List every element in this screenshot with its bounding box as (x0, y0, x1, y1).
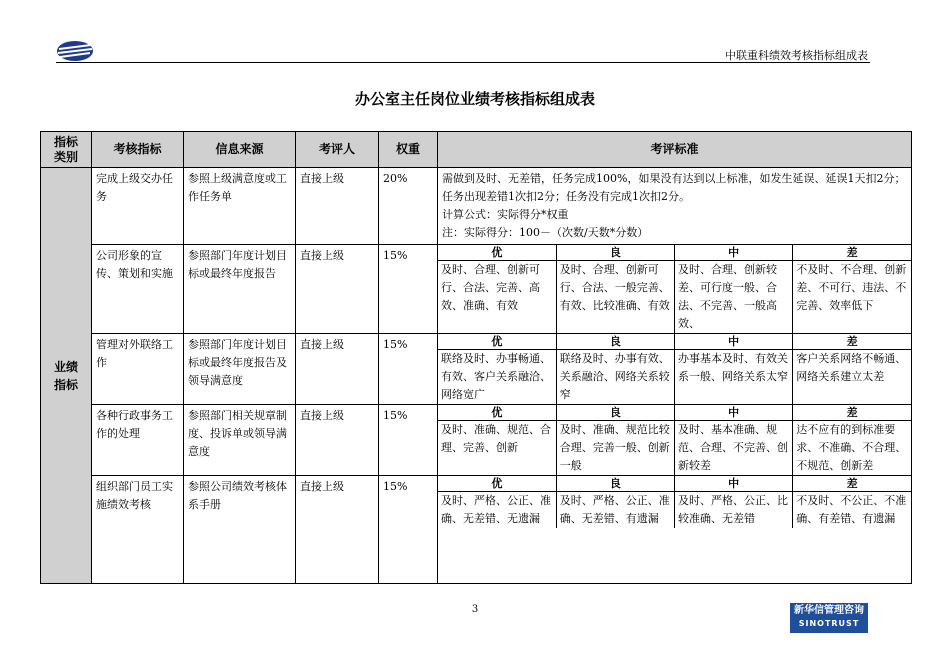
grade-label-medium: 中 (675, 405, 793, 421)
standard-note: 注：实际得分：100－（次数/天数*分数） (442, 226, 649, 239)
category-cell: 业绩 指标 (41, 168, 92, 584)
weight-cell: 15% (379, 476, 438, 584)
evaluator-cell: 直接上级 (296, 245, 379, 334)
standard-cell (438, 334, 912, 405)
kpi-table (40, 131, 912, 584)
evaluator-cell: 直接上级 (296, 334, 379, 405)
grade-label-medium: 中 (675, 245, 793, 261)
grade-header-row (438, 334, 911, 350)
standard-text: 需做到及时、无差错，任务完成100%，如果没有达到以上标准，如发生延误、延误1天扣2分；任务出现差错1次扣2分；任务没有完成1次扣2分。 (442, 172, 906, 203)
table-row (41, 245, 912, 334)
table-row (41, 168, 912, 245)
grade-detail-row (438, 421, 911, 476)
grade-table (438, 405, 911, 475)
grade-header-row (438, 245, 911, 261)
evaluator-cell: 直接上级 (296, 168, 379, 245)
document-title: 办公室主任岗位业绩考核指标组成表 (354, 90, 595, 108)
col-header-category: 指标 类别 (41, 132, 92, 168)
table-row (41, 476, 912, 584)
grade-detail-row (438, 350, 911, 405)
indicator-cell: 管理对外联络工作 (92, 334, 184, 405)
grade-label-poor: 差 (793, 405, 911, 421)
grade-good-text: 联络及时、办事有效、关系融洽、网络关系较窄 (556, 350, 674, 405)
grade-label-excellent: 优 (438, 245, 556, 261)
grade-header-row (438, 405, 911, 421)
col-header-evaluator: 考评人 (296, 132, 379, 168)
grade-good-text: 及时、准确、规范比较合理、完善一般、创新一般 (556, 421, 674, 476)
grade-label-poor: 差 (793, 245, 911, 261)
source-cell: 参照上级满意度或工作任务单 (184, 168, 296, 245)
grade-poor-text: 达不应有的到标准要求、不准确、不合理、不规范、创新差 (796, 423, 907, 472)
weight-cell: 15% (379, 245, 438, 334)
header-rule (56, 62, 870, 63)
standard-cell (438, 245, 912, 334)
grade-medium-text: 及时、严格、公正、比较准确、无差错 (675, 492, 793, 529)
page-number: 3 (471, 604, 479, 615)
source-cell: 参照部门年度计划目标或最终年度报告 (184, 245, 296, 334)
grade-excellent-text: 及时、严格、公正、准确、无差错、无遗漏 (438, 492, 556, 529)
brand-logo (790, 603, 868, 633)
table-header-row (41, 132, 912, 168)
grade-label-excellent: 优 (438, 405, 556, 421)
grade-medium-text: 及时、合理、创新较差、可行度一般、合法、不完善、一般高效、 (675, 261, 793, 334)
grade-poor-text: 不及时、不公正、不准确、有差错、有遗漏 (796, 494, 907, 525)
grade-detail-row (438, 261, 911, 334)
indicator-cell: 各种行政事务工作的处理 (92, 405, 184, 476)
evaluator-cell: 直接上级 (296, 476, 379, 584)
standard-cell (438, 405, 912, 476)
grade-label-good: 良 (556, 245, 674, 261)
standard-cell (438, 168, 912, 245)
evaluator-cell: 直接上级 (296, 405, 379, 476)
grade-medium-text: 及时、基本准确、规范、合理、不完善、创新较差 (675, 421, 793, 476)
standard-formula: 计算公式：实际得分*权重 (442, 208, 569, 221)
grade-medium-text: 办事基本及时、有效关系一般、网络关系太窄 (675, 350, 793, 405)
brand-name-en: SINOTRUST (798, 619, 860, 628)
source-cell: 参照部门相关规章制度、投诉单或领导满意度 (184, 405, 296, 476)
weight-cell: 15% (379, 334, 438, 405)
grade-excellent-text: 联络及时、办事畅通、有效、客户关系融洽、网络宽广 (438, 350, 556, 405)
grade-poor-text: 不及时、不合理、创新差、不可行、违法、不完善、效率低下 (796, 263, 907, 312)
col-header-indicator: 考核指标 (92, 132, 184, 168)
grade-excellent-text: 及时、准确、规范、合理、完善、创新 (438, 421, 556, 476)
col-header-source: 信息来源 (184, 132, 296, 168)
grade-excellent-text: 及时、合理、创新可行、合法、完善、高效、准确、有效 (438, 261, 556, 334)
source-cell: 参照部门年度计划目标或最终年度报告及领导满意度 (184, 334, 296, 405)
header-title: 中联重科绩效考核指标组成表 (725, 49, 868, 62)
standard-cell (438, 476, 912, 584)
indicator-cell: 组织部门员工实施绩效考核 (92, 476, 184, 584)
grade-label-excellent: 优 (438, 476, 556, 492)
grade-label-medium: 中 (675, 476, 793, 492)
indicator-cell: 公司形象的宣传、策划和实施 (92, 245, 184, 334)
grade-header-row (438, 476, 911, 492)
weight-cell: 15% (379, 405, 438, 476)
grade-poor-text: 客户关系网络不畅通、网络关系建立太差 (796, 352, 907, 383)
grade-label-poor: 差 (793, 334, 911, 350)
col-header-standard: 考评标准 (438, 132, 912, 168)
grade-table (438, 245, 911, 333)
grade-good-text: 及时、严格、公正、准确、无差错、有遗漏 (556, 492, 674, 529)
company-logo (56, 40, 94, 62)
grade-label-good: 良 (556, 476, 674, 492)
grade-table (438, 334, 911, 404)
table-row (41, 405, 912, 476)
grade-good-text: 及时、合理、创新可行、合法、一般完善、有效、比较准确、有效 (556, 261, 674, 334)
grade-detail-row (438, 492, 911, 529)
brand-name-cn: 新华信管理咨询 (794, 605, 864, 616)
table-row (41, 334, 912, 405)
grade-label-good: 良 (556, 334, 674, 350)
grade-label-medium: 中 (675, 334, 793, 350)
weight-cell: 20% (379, 168, 438, 245)
indicator-cell: 完成上级交办任务 (92, 168, 184, 245)
grade-label-good: 良 (556, 405, 674, 421)
grade-label-poor: 差 (793, 476, 911, 492)
grade-label-excellent: 优 (438, 334, 556, 350)
col-header-weight: 权重 (379, 132, 438, 168)
grade-table (438, 476, 911, 528)
source-cell: 参照公司绩效考核体系手册 (184, 476, 296, 584)
